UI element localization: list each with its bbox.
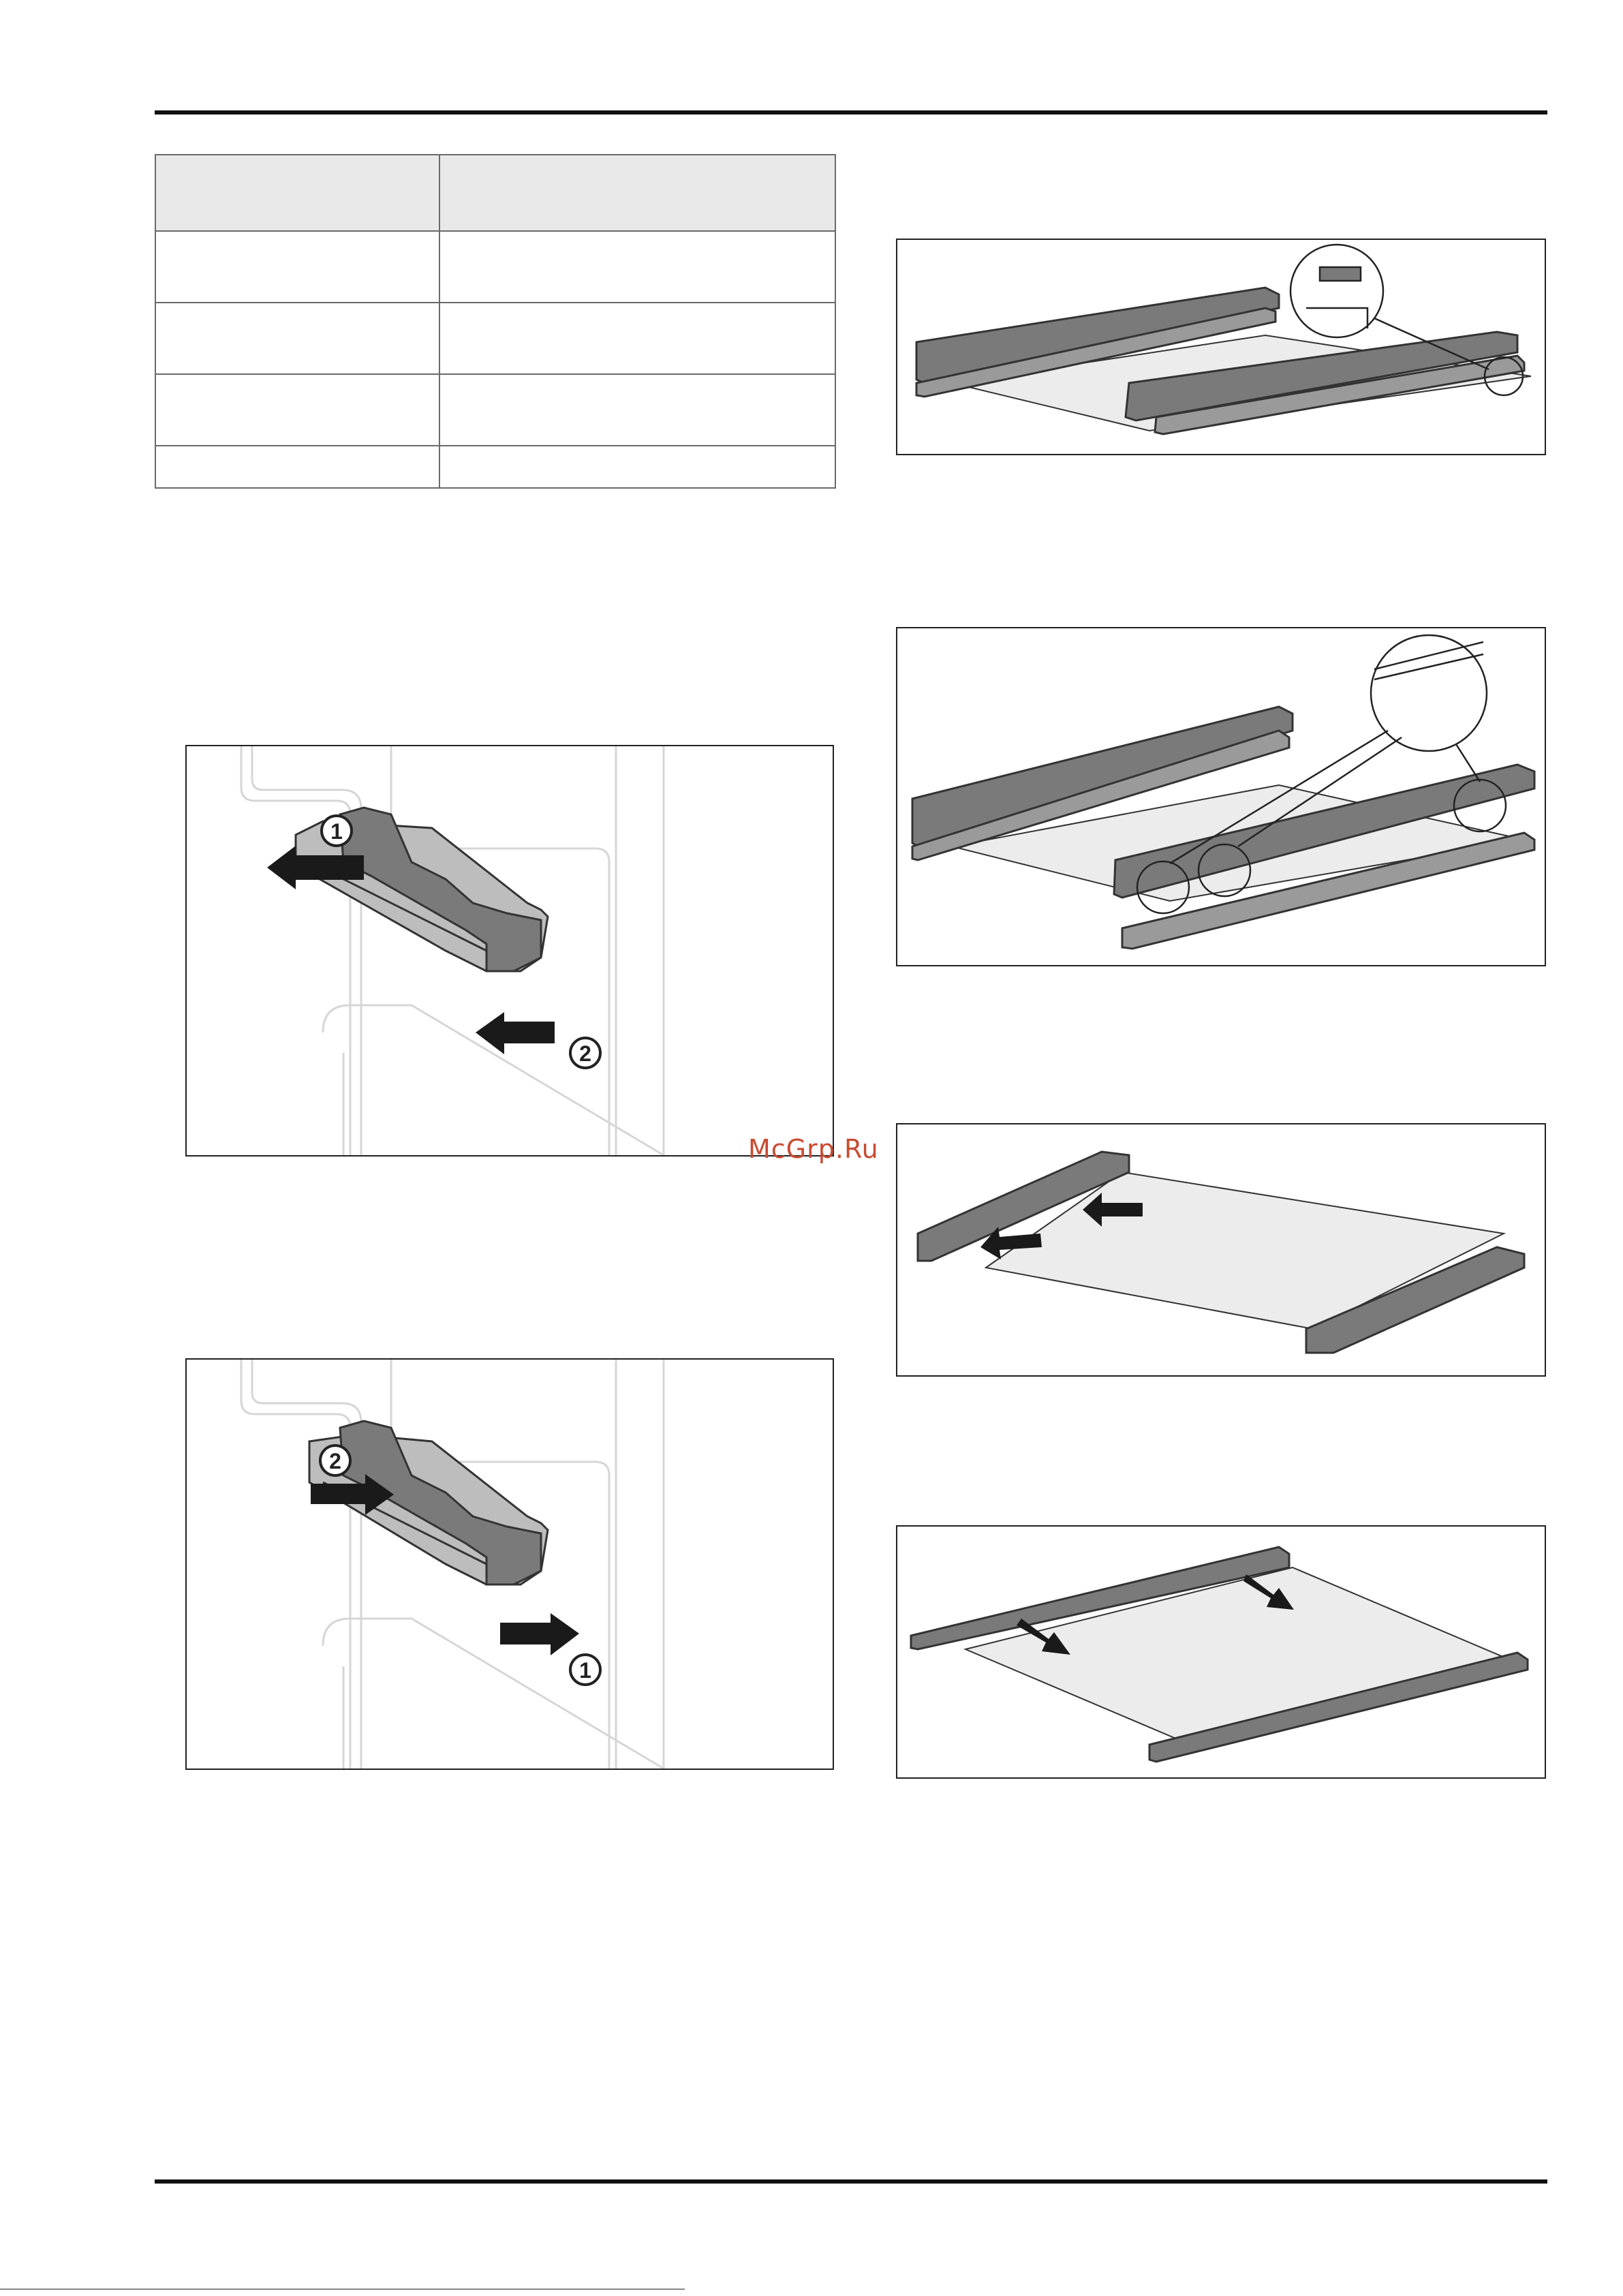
rails-removal-figure — [896, 1123, 1546, 1377]
rails-attach-illustration — [897, 1527, 1545, 1777]
table-header-cell — [155, 155, 439, 231]
table-cell — [439, 231, 835, 303]
table-cell — [155, 303, 439, 374]
bottom-scan-line — [0, 2289, 685, 2290]
table-header-row — [155, 155, 835, 231]
table-cell — [439, 446, 835, 488]
table-cell — [155, 446, 439, 488]
shelf-rails-clips-detail-illustration — [897, 628, 1545, 965]
rails-removal-illustration — [897, 1124, 1545, 1375]
svg-text:1: 1 — [579, 1658, 591, 1683]
table-cell — [439, 374, 835, 446]
svg-text:2: 2 — [329, 1449, 341, 1473]
watermark-text: McGrp.Ru — [748, 1134, 879, 1164]
svg-text:1: 1 — [330, 819, 343, 844]
table-header-cell — [439, 155, 835, 231]
footer-rule — [155, 2179, 1547, 2184]
table-cell — [155, 374, 439, 446]
table-row — [155, 303, 835, 374]
shelf-rails-clips-detail-figure — [896, 627, 1546, 966]
table-cell — [439, 303, 835, 374]
handle-removal-figure — [185, 745, 834, 1157]
rails-attach-figure — [896, 1525, 1546, 1779]
table-row — [155, 446, 835, 488]
handle-removal-illustration — [187, 746, 833, 1155]
spec-table — [155, 154, 836, 489]
shelf-rails-overview-figure — [896, 239, 1546, 455]
table-cell — [155, 231, 439, 303]
header-rule — [155, 110, 1547, 114]
table-row — [155, 231, 835, 303]
handle-installation-illustration — [187, 1360, 833, 1769]
svg-text:2: 2 — [579, 1041, 591, 1066]
table-row — [155, 374, 835, 446]
shelf-rails-overview-illustration — [897, 240, 1545, 454]
handle-installation-figure — [185, 1358, 834, 1770]
